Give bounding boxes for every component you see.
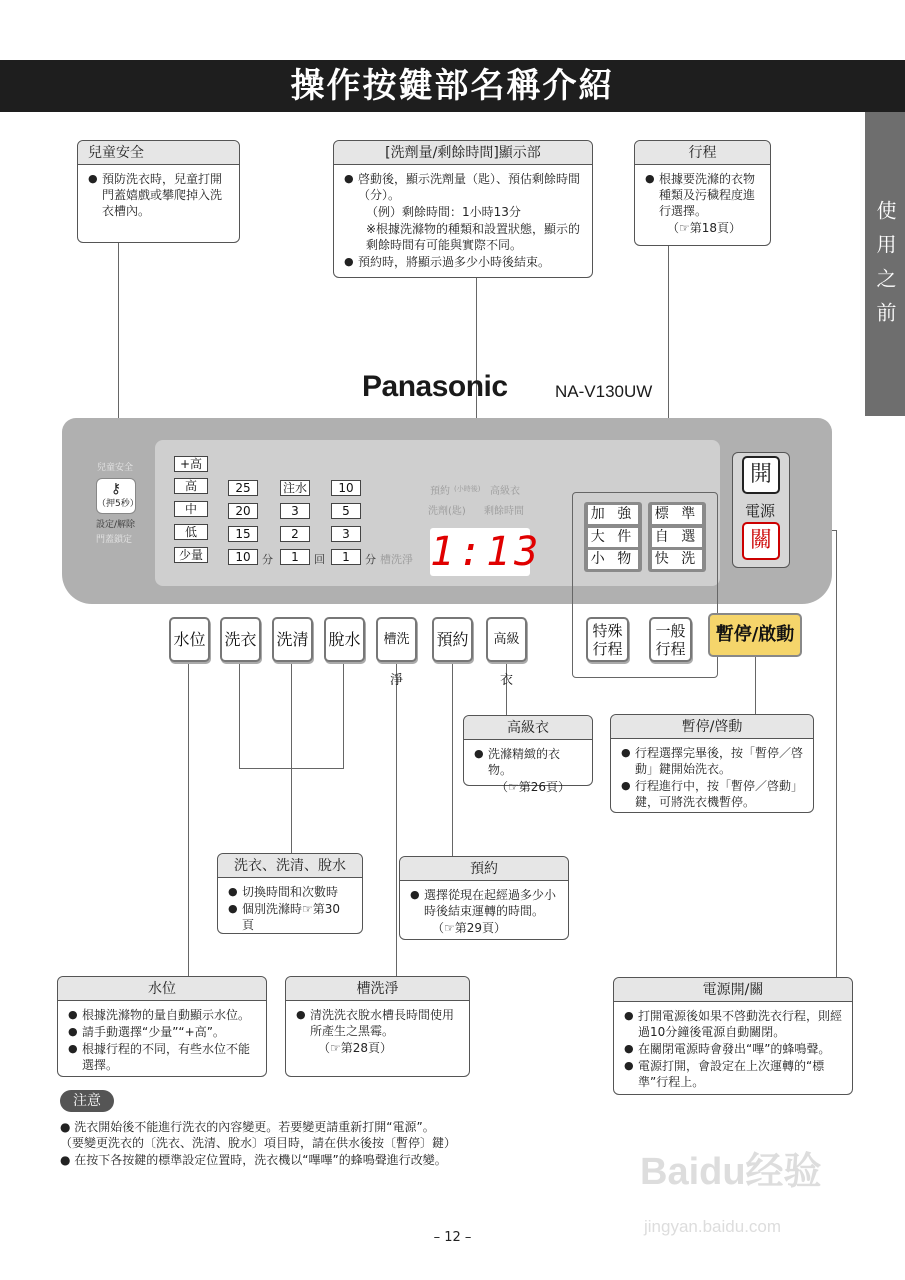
callout-item: ● 打開電源後如果不啓動洗衣行程，則經過10分鐘後電源自動關閉。 <box>624 1008 842 1040</box>
display-label-reserve: 預約 <box>430 486 450 497</box>
course-custom: 自 選 <box>652 528 702 547</box>
delicate-button[interactable]: 高級衣 <box>486 617 527 662</box>
course-small: 小 物 <box>588 550 638 569</box>
callout-title: 預約 <box>400 857 568 881</box>
child-lock-label: 兒童安全 <box>97 463 134 473</box>
callout-item: ● 洗滌精緻的衣物。 <box>474 746 582 778</box>
callout-item: ● 切換時間和次數時 <box>228 884 352 900</box>
leader-line <box>188 663 189 976</box>
rinse-button[interactable]: 洗清 <box>272 617 313 662</box>
leader-line <box>239 768 344 769</box>
leader-line <box>452 663 453 856</box>
callout-start-pause <box>610 714 814 813</box>
start-pause-button[interactable]: 暫停/啟動 <box>708 613 802 657</box>
callout-note: ※根據洗滌物的種類和設置狀態，顯示的剩餘時間有可能與實際不同。 <box>366 222 581 252</box>
callout-item: ● 個別洗滌時☞第30頁 <box>228 901 352 933</box>
key-icon: ⚷ <box>110 481 122 497</box>
spin-time-indicator: 5 <box>331 503 361 519</box>
display-label-remaining: 剩餘時間 <box>484 506 524 517</box>
callout-ref: （☞第29頁） <box>432 921 507 935</box>
spin-time-indicator: 1 <box>331 549 361 565</box>
callout-item: ● 電源打開，會設定在上次運轉的“標準”行程上。 <box>624 1058 842 1090</box>
callout-title: 行程 <box>635 141 770 165</box>
callout-item: ● 根據行程的不同，有些水位不能選擇。 <box>68 1041 256 1073</box>
water-level-indicator: 中 <box>174 501 208 517</box>
callout-course <box>634 140 771 246</box>
wash-button[interactable]: 洗衣 <box>220 617 261 662</box>
notice-line-1: ● 洗衣開始後不能進行洗衣的內容變更。若要變更請重新打開“電源”。 <box>60 1120 435 1134</box>
leader-line <box>343 663 344 768</box>
course-strong: 加 強 <box>588 505 638 524</box>
special-course-button[interactable] <box>586 617 629 662</box>
notice-text: （要變更洗衣的〔洗衣、洗清、脫水〕項目時，請在供水後按〔暫停〕鍵） <box>60 1136 457 1150</box>
callout-display <box>333 140 593 278</box>
watermark-url: jingyan.baidu.com <box>644 1217 782 1236</box>
callout-item: ● 在關閉電源時會發出“嗶”的蜂鳴聲。 <box>624 1041 842 1057</box>
child-lock-button[interactable] <box>96 478 139 514</box>
led-time-display: 1:13 <box>430 529 543 575</box>
wash-time-indicator: 10 <box>228 549 258 565</box>
spin-button[interactable]: 脫水 <box>324 617 365 662</box>
display-label-delicate: 高級衣 <box>490 486 520 497</box>
door-lock-label: 門蓋鎖定 <box>96 535 133 545</box>
page-title: 操作按鍵部名稱介紹 <box>290 66 615 106</box>
child-lock-press: （押5秒） <box>97 499 139 509</box>
brand-logo: Panasonic <box>362 370 508 403</box>
power-off-button[interactable]: 關 <box>742 522 780 560</box>
callout-wash-rinse-spin <box>217 853 363 934</box>
rinse-indicator: 3 <box>280 503 310 519</box>
course-large: 大 件 <box>588 528 638 547</box>
callout-power <box>613 977 853 1095</box>
callout-item: ● 預約時，將顯示過多少小時後結束。 <box>344 254 582 270</box>
watermark-logo: Baidu经验 <box>640 1151 822 1193</box>
notice-tag: 注意 <box>60 1090 114 1112</box>
water-level-indicator: +高 <box>174 456 208 472</box>
rinse-indicator: 2 <box>280 526 310 542</box>
callout-ref: （☞第26頁） <box>496 780 571 794</box>
wash-time-indicator: 15 <box>228 526 258 542</box>
callout-title: 高級衣 <box>464 716 592 740</box>
callout-item: ● 選擇從現在起經過多少小時後結束運轉的時間。 <box>410 887 558 919</box>
leader-line <box>396 663 397 976</box>
callout-item: ● 預防洗衣時，兒童打開門蓋嬉戲或攀爬掉入洗衣槽內。 <box>88 171 229 219</box>
water-level-indicator: 少量 <box>174 547 208 563</box>
callout-title: [洗劑量/剩餘時間]顯示部 <box>334 141 592 165</box>
leader-line <box>755 657 756 714</box>
side-tab-label <box>865 200 905 336</box>
power-on-button[interactable]: 開 <box>742 456 780 494</box>
spin-unit: 分 <box>365 553 376 566</box>
callout-tub-clean <box>285 976 470 1077</box>
notice-line-3: ● 在按下各按鍵的標準設定位置時，洗衣機以“嗶嗶”的蜂鳴聲進行改變。 <box>60 1153 447 1167</box>
callout-item: ● 根據洗滌物的量自動顯示水位。 <box>68 1007 256 1023</box>
power-label: 電源 <box>745 502 776 520</box>
display-label-reserve-small: (小時後) <box>454 485 481 493</box>
leader-line <box>239 663 240 768</box>
leader-line <box>836 530 837 977</box>
callout-reserve <box>399 856 569 940</box>
notice-text: 洗衣開始後不能進行洗衣的內容變更。若要變更請重新打開“電源”。 <box>74 1120 435 1134</box>
page-number: – 12 – <box>433 1230 472 1245</box>
callout-title: 水位 <box>58 977 266 1001</box>
model-number: NA-V130UW <box>555 382 653 401</box>
rinse-indicator: 1 <box>280 549 310 565</box>
general-course-button[interactable] <box>649 617 692 662</box>
spin-time-indicator: 10 <box>331 480 361 496</box>
wash-time-indicator: 25 <box>228 480 258 496</box>
callout-item: ● 請手動選擇“少量”“+高”。 <box>68 1024 256 1040</box>
rinse-unit: 回 <box>314 553 325 566</box>
wash-time-indicator: 20 <box>228 503 258 519</box>
special-course-label-2: 行程 <box>592 640 623 658</box>
callout-delicate <box>463 715 593 794</box>
special-course-label-1: 特殊 <box>592 622 623 640</box>
callout-ref: （☞第18頁） <box>667 221 742 235</box>
callout-example: （例）剩餘時間：1小時13分 <box>366 205 521 219</box>
wash-unit: 分 <box>262 553 273 566</box>
callout-title: 洗衣、洗清、脫水 <box>218 854 362 878</box>
callout-title: 暫停/啓動 <box>611 715 813 739</box>
leader-line <box>291 663 292 853</box>
callout-title: 兒童安全 <box>78 141 239 165</box>
notice-text: 在按下各按鍵的標準設定位置時，洗衣機以“嗶嗶”的蜂鳴聲進行改變。 <box>74 1153 447 1167</box>
water-level-indicator: 低 <box>174 524 208 540</box>
course-standard: 標 準 <box>652 505 702 524</box>
callout-item: ● 清洗洗衣脫水槽長時間使用所產生之黑霉。 <box>296 1007 459 1039</box>
side-tab-text: 使用之前 <box>873 200 897 336</box>
rinse-indicator: 注水 <box>280 480 310 496</box>
course-quick: 快 洗 <box>652 550 702 569</box>
callout-title: 電源開/關 <box>614 978 852 1002</box>
callout-item: ● 啓動後，顯示洗劑量（匙）、預估剩餘時間（分）。 <box>344 171 582 203</box>
general-course-label-1: 一般 <box>655 622 686 640</box>
callout-item: ● 根據要洗滌的衣物種類及污穢程度進行選擇。 <box>645 171 760 219</box>
callout-item: ● 行程選擇完畢後，按「暫停／啓動」鍵開始洗衣。 <box>621 745 803 777</box>
callout-item: ● 行程進行中，按「暫停／啓動」鍵，可將洗衣機暫停。 <box>621 778 803 810</box>
display-label-detergent: 洗劑(匙) <box>428 506 466 517</box>
tub-clean-button[interactable]: 槽洗淨 <box>376 617 417 662</box>
water-level-button[interactable]: 水位 <box>169 617 210 662</box>
tub-clean-indicator-label: 槽洗淨 <box>380 553 413 566</box>
general-course-label-2: 行程 <box>655 640 686 658</box>
callout-water-level <box>57 976 267 1077</box>
water-level-indicator: 高 <box>174 478 208 494</box>
callout-child-safety <box>77 140 240 243</box>
reserve-button[interactable]: 預約 <box>432 617 473 662</box>
child-lock-set-label: 設定/解除 <box>96 520 136 530</box>
callout-ref: （☞第28頁） <box>318 1041 393 1055</box>
spin-time-indicator: 3 <box>331 526 361 542</box>
callout-title: 槽洗淨 <box>286 977 469 1001</box>
notice-line-2 <box>60 1134 456 1151</box>
